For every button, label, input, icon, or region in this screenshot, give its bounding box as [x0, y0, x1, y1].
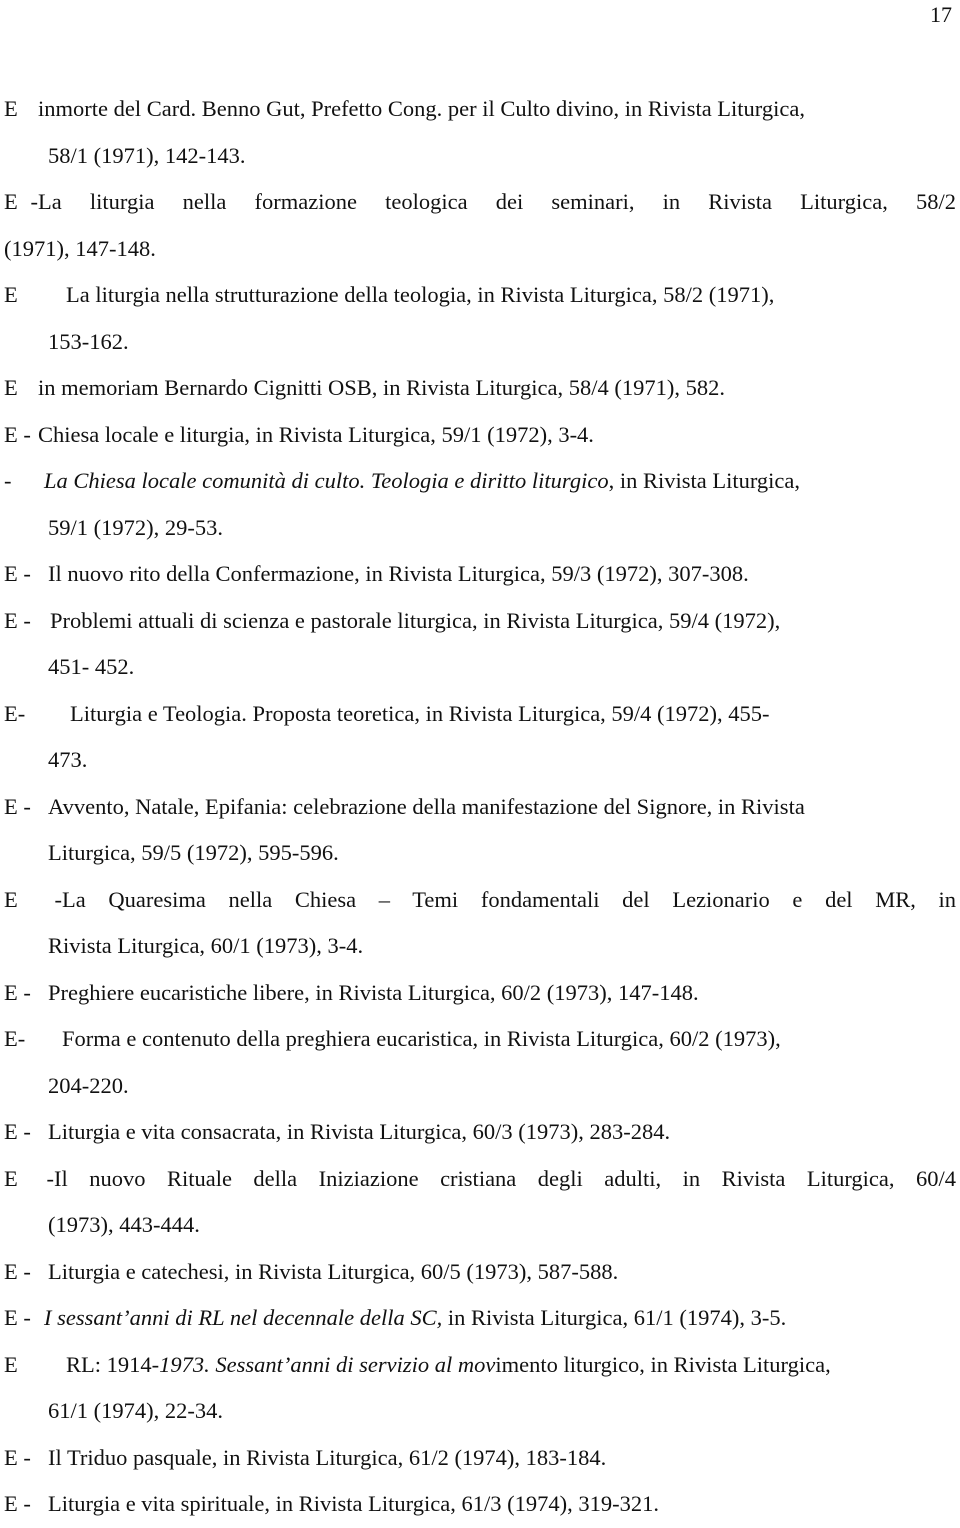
list-item: [4, 877, 956, 970]
entry-continuation: 451- 452.: [48, 654, 135, 679]
entry-text: inmorte del Card. Benno Gut, Prefetto Cong. per il Culto divino, in Rivista Liturgica,: [38, 96, 805, 121]
entry-text: in memoriam Bernardo Cignitti OSB, in Rivista Liturgica, 58/4 (1971), 582.: [38, 375, 726, 400]
entry-prefix: E -: [4, 793, 31, 819]
entry-continuation: (1973), 443-444.: [48, 1212, 200, 1237]
entry-italic-title: I sessant’anni di RL nel decennale della SC,: [44, 1305, 443, 1330]
list-item: [4, 86, 956, 179]
page-number: 17: [930, 2, 952, 27]
entry-continuation: 59/1 (1972), 29-53.: [48, 514, 223, 540]
entry-text: Avvento, Natale, Epifania: celebrazione della manifestazione del Signore, in Rivista: [48, 793, 805, 819]
entry-italic-subtitle: Teologia e diritto liturgico: [370, 468, 609, 493]
entry-prefix: E: [4, 282, 18, 307]
entry-italic-title: 1973. Sessant’anni di servizio al mov: [159, 1351, 496, 1377]
list-item: [4, 551, 956, 598]
entry-prefix: E: [4, 96, 18, 121]
entry-prefix: E: [4, 375, 18, 400]
entry-prefix: E -: [4, 1119, 31, 1144]
entry-continuation: (1971), 147-148.: [4, 235, 156, 261]
list-item: [4, 1481, 956, 1528]
entry-text: in Rivista Liturgica, 61/1 (1974), 3-5.: [442, 1305, 787, 1330]
list-item: [4, 365, 956, 412]
list-item: [4, 1109, 956, 1156]
list-item: [4, 412, 956, 459]
entry-text: Forma e contenuto della preghiera eucaristica, in Rivista Liturgica, 60/2 (1973),: [62, 1026, 781, 1051]
entry-prefix: E -: [4, 886, 62, 912]
entry-italic-title: La Chiesa locale comunità di culto.: [44, 468, 366, 493]
entry-text-lead: RL: 1914-: [66, 1351, 160, 1377]
entry-prefix: E -: [4, 1258, 31, 1284]
entry-continuation: 61/1 (1974), 22-34.: [48, 1398, 223, 1423]
list-item: [4, 1016, 956, 1109]
entry-text: Il nuovo Rituale della Iniziazione cristiana degli adulti, in Rivista Liturgica, 60/4: [54, 1165, 956, 1191]
entry-prefix: E -: [4, 1305, 31, 1330]
bibliography-list: [4, 86, 956, 1528]
entry-text: La liturgia nella strutturazione della teologia, in Rivista Liturgica, 58/2 (1971),: [66, 282, 775, 307]
entry-text: Liturgia e Teologia. Proposta teoretica, in Rivista Liturgica, 59/4 (1972), 455-: [70, 700, 770, 726]
entry-continuation: 58/1 (1971), 142-143.: [48, 142, 246, 168]
list-item: [4, 179, 956, 272]
entry-prefix: E -: [4, 607, 31, 633]
list-item: [4, 272, 956, 365]
entry-text: Problemi attuali di scienza e pastorale liturgica, in Rivista Liturgica, 59/4 (1972),: [50, 607, 781, 633]
entry-prefix: E -: [4, 421, 31, 447]
entry-text: Chiesa locale e liturgia, in Rivista Liturgica, 59/1 (1972), 3-4.: [38, 421, 594, 447]
list-item: [4, 1156, 956, 1249]
list-item: [4, 970, 956, 1017]
entry-text: La Quaresima nella Chiesa – Temi fondamentali del Lezionario e del MR, in: [62, 886, 956, 912]
list-item: [4, 458, 956, 551]
entry-prefix: E -: [4, 561, 31, 586]
entry-continuation: 473.: [48, 747, 88, 772]
entry-text: Preghiere eucaristiche libere, in Rivista Liturgica, 60/2 (1973), 147-148.: [48, 979, 699, 1005]
list-item: [4, 784, 956, 877]
entry-text: Il nuovo rito della Confermazione, in Rivista Liturgica, 59/3 (1972), 307-308.: [48, 561, 749, 586]
entry-text: Liturgia e catechesi, in Rivista Liturgica, 60/5 (1973), 587-588.: [48, 1258, 619, 1284]
list-item: [4, 1342, 956, 1435]
entry-prefix: E -: [4, 189, 38, 214]
entry-prefix: E -: [4, 1165, 54, 1191]
entry-prefix: E-: [4, 1026, 26, 1051]
list-item: [4, 1435, 956, 1482]
list-item: [4, 598, 956, 691]
entry-text: Liturgia e vita spirituale, in Rivista Liturgica, 61/3 (1974), 319-321.: [48, 1491, 659, 1516]
entry-continuation: 153-162.: [48, 328, 129, 354]
list-item: [4, 691, 956, 784]
entry-prefix: E: [4, 1351, 18, 1377]
list-item: [4, 1295, 956, 1342]
entry-prefix: E -: [4, 1444, 31, 1470]
entry-prefix: E-: [4, 700, 26, 726]
entry-prefix: E -: [4, 1491, 31, 1516]
entry-text: , in Rivista Liturgica,: [608, 468, 801, 493]
entry-text: La liturgia nella formazione teologica dei seminari, in Rivista Liturgica, 58/2: [38, 189, 956, 214]
entry-prefix: E -: [4, 979, 31, 1005]
entry-text: Liturgia e vita consacrata, in Rivista Liturgica, 60/3 (1973), 283-284.: [48, 1119, 671, 1144]
entry-prefix: -: [4, 468, 12, 493]
entry-continuation: 204-220.: [48, 1072, 129, 1098]
entry-text: imento liturgico, in Rivista Liturgica,: [495, 1351, 831, 1377]
entry-text: Il Triduo pasquale, in Rivista Liturgica, 61/2 (1974), 183-184.: [48, 1444, 607, 1470]
entry-continuation: Liturgica, 59/5 (1972), 595-596.: [48, 840, 339, 865]
list-item: [4, 1249, 956, 1296]
entry-continuation: Rivista Liturgica, 60/1 (1973), 3-4.: [48, 933, 364, 958]
